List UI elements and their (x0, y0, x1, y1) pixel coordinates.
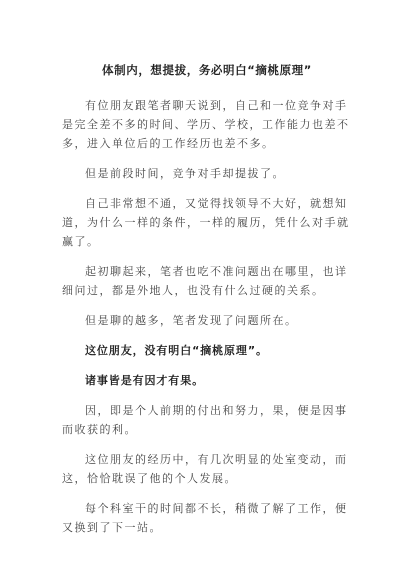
bold-paragraph: 这位朋友，没有明白“摘桃原理”。 (85, 344, 268, 357)
paragraph: 但是聊的越多，笔者发现了问题所在。 (85, 314, 298, 327)
paragraph: 这位朋友的经历中，有几次明显的处室变动，而这，恰恰耽误了他的个人发展。 (62, 453, 348, 485)
paragraph: 因，即是个人前期的付出和努力，果，便是因事而收获的利。 (62, 404, 348, 436)
paragraph: 但是前段时间，竞争对手却提拔了。 (85, 167, 285, 180)
article-title: 体制内，想提拔，务必明白“摘桃原理” (102, 63, 312, 77)
bold-paragraph: 诸事皆是有因才有果。 (85, 374, 204, 387)
paragraph: 自己非常想不通，又觉得找领导不大好，就想知道，为什么一样的条件，一样的履历，凭什么对手就赢了。 (62, 197, 350, 248)
paragraph: 有位朋友跟笔者聊天说到，自己和一位竞争对手是完全差不多的时间、学历、学校，工作能力也差不多，进入单位后的工作经历也差不多。 (62, 99, 350, 150)
paragraph: 起初聊起来，笔者也吃不准问题出在哪里，也详细问过，都是外地人，也没有什么过硬的关系。 (62, 265, 348, 297)
paragraph: 每个科室干的时间都不长，稍微了解了工作，便又换到了下一站。 (62, 502, 348, 534)
